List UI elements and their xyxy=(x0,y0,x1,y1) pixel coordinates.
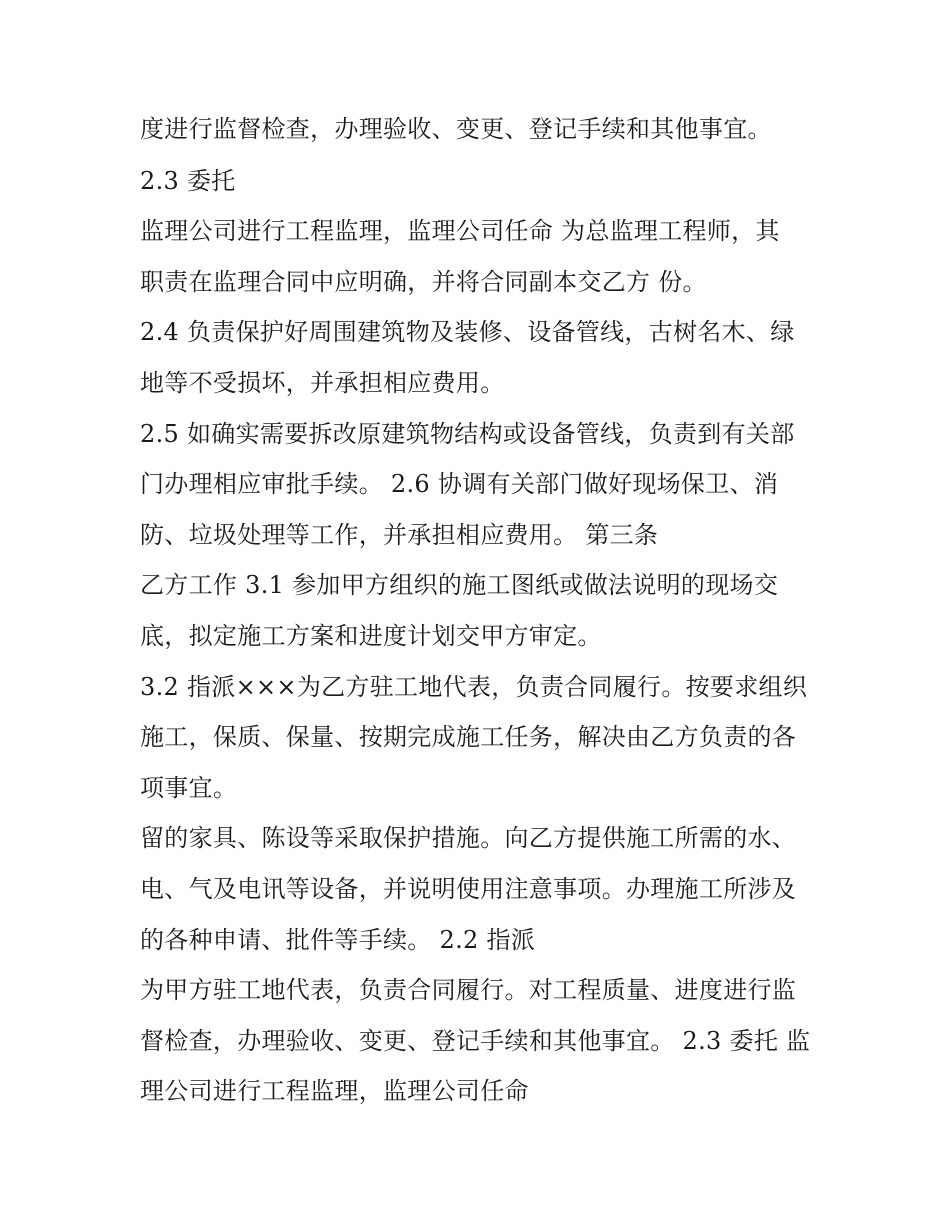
text-line: 门办理相应审批手续。 2.6 协调有关部门做好现场保卫、消 xyxy=(140,470,779,498)
text-line: 职责在监理合同中应明确，并将合同副本交乙方 份。 xyxy=(140,268,707,296)
text-line: 地等不受损坏，并承担相应费用。 xyxy=(140,369,505,397)
text-line: 2.4 负责保护好周围建筑物及装修、设备管线，古树名木、绿 xyxy=(140,318,795,346)
text-line: 理公司进行工程监理，监理公司任命 xyxy=(140,1077,529,1105)
text-line: 施工，保质、保量、按期完成施工任务，解决由乙方负责的各 xyxy=(140,723,797,751)
text-line: 2.5 如确实需要拆改原建筑物结构或设备管线，负责到有关部 xyxy=(140,420,795,448)
text-line: 监理公司进行工程监理，监理公司任命 为总监理工程师，其 xyxy=(140,217,780,245)
text-line: 为甲方驻工地代表，负责合同履行。对工程质量、进度进行监 xyxy=(140,976,797,1004)
text-line: 防、垃圾处理等工作，并承担相应费用。 第三条 xyxy=(140,521,659,549)
text-line: 电、气及电讯等设备，并说明使用注意事项。办理施工所涉及 xyxy=(140,875,797,903)
text-line: 的各种申请、批件等手续。 2.2 指派 xyxy=(140,926,536,954)
text-line: 留的家具、陈设等采取保护措施。向乙方提供施工所需的水、 xyxy=(140,824,797,852)
text-line: 督检查，办理验收、变更、登记手续和其他事宜。 2.3 委托 监 xyxy=(140,1027,811,1055)
section-heading: 2.3 委托 xyxy=(140,167,236,195)
text-line: 度进行监督检查，办理验收、变更、登记手续和其他事宜。 xyxy=(140,115,772,143)
text-line: 乙方工作 3.1 参加甲方组织的施工图纸或做法说明的现场交 xyxy=(140,571,779,599)
text-line: 项事宜。 xyxy=(140,774,238,802)
text-line: 3.2 指派×××为乙方驻工地代表，负责合同履行。按要求组织 xyxy=(140,673,808,701)
text-line: 底，拟定施工方案和进度计划交甲方审定。 xyxy=(140,622,602,650)
